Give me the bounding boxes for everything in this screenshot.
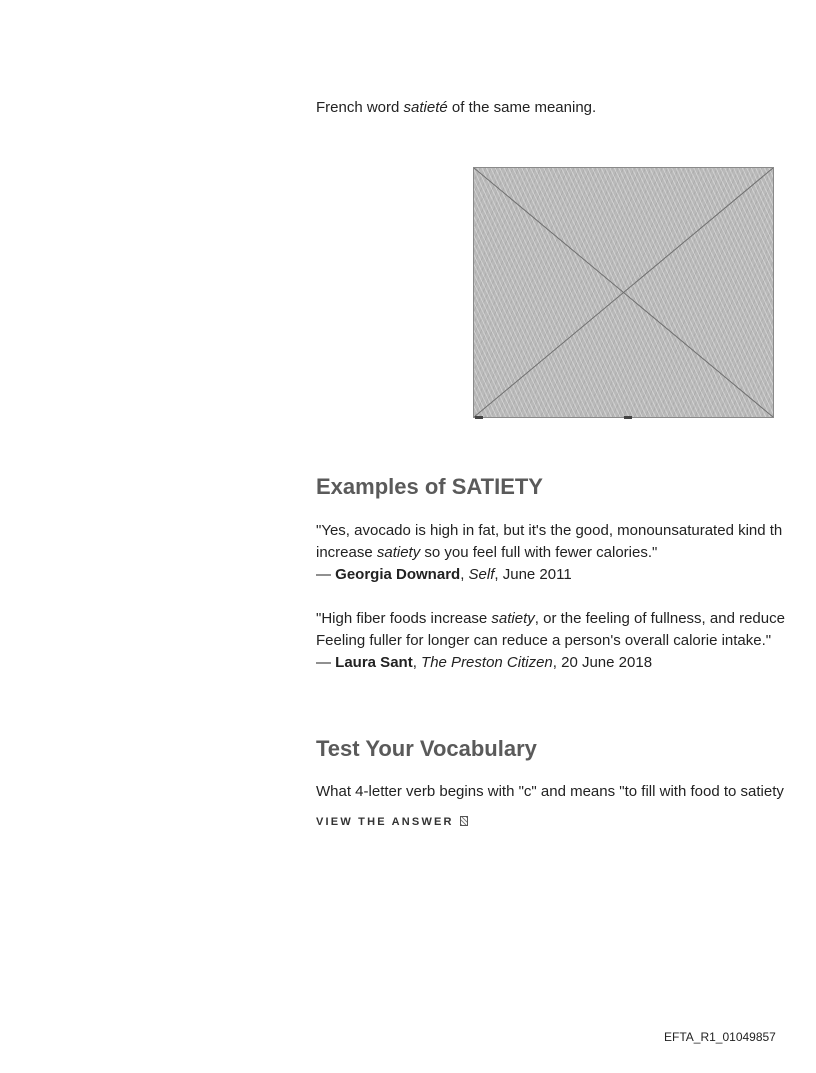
document-id: EFTA_R1_01049857 [664,1030,776,1044]
vocabulary-question: What 4-letter verb begins with "c" and means "to fill with food to satiety [316,783,784,800]
etymology-text-part: French word [316,99,404,116]
example-source: Self [468,566,495,583]
view-answer-label: VIEW THE ANSWER [316,816,454,828]
article-content [316,0,816,1073]
example-quote-line: increase satiety so you feel full with fewer calories." [316,544,658,561]
etymology-word: satieté [403,99,448,116]
illustration-image [473,167,774,418]
example-attribution: — Georgia Downard, Self, June 2011 [316,566,572,583]
example-author: Laura Sant [335,654,413,671]
example-quote-line: "Yes, avocado is high in fat, but it's the good, monounsaturated kind th [316,522,783,539]
vocabulary-heading: Test Your Vocabulary [316,736,537,761]
image-corner-mark [624,416,632,419]
etymology-text-part: of the same meaning. [447,99,597,116]
etymology-text [316,98,596,118]
example-source: The Preston Citizen [421,654,553,671]
example-quote-line: Feeling fuller for longer can reduce a person's overall calorie intake." [316,632,772,649]
examples-heading: Examples of SATIETY [316,474,543,499]
example-attribution: — Laura Sant, The Preston Citizen, 20 June 2018 [316,654,653,671]
chevron-icon [460,816,468,826]
view-answer-button[interactable] [316,816,468,828]
image-placeholder-icon [474,168,773,417]
example-author: Georgia Downard [335,566,461,583]
example-quote-line: "High fiber foods increase satiety, or the feeling of fullness, and reduce [316,610,785,627]
image-corner-mark [475,416,483,419]
